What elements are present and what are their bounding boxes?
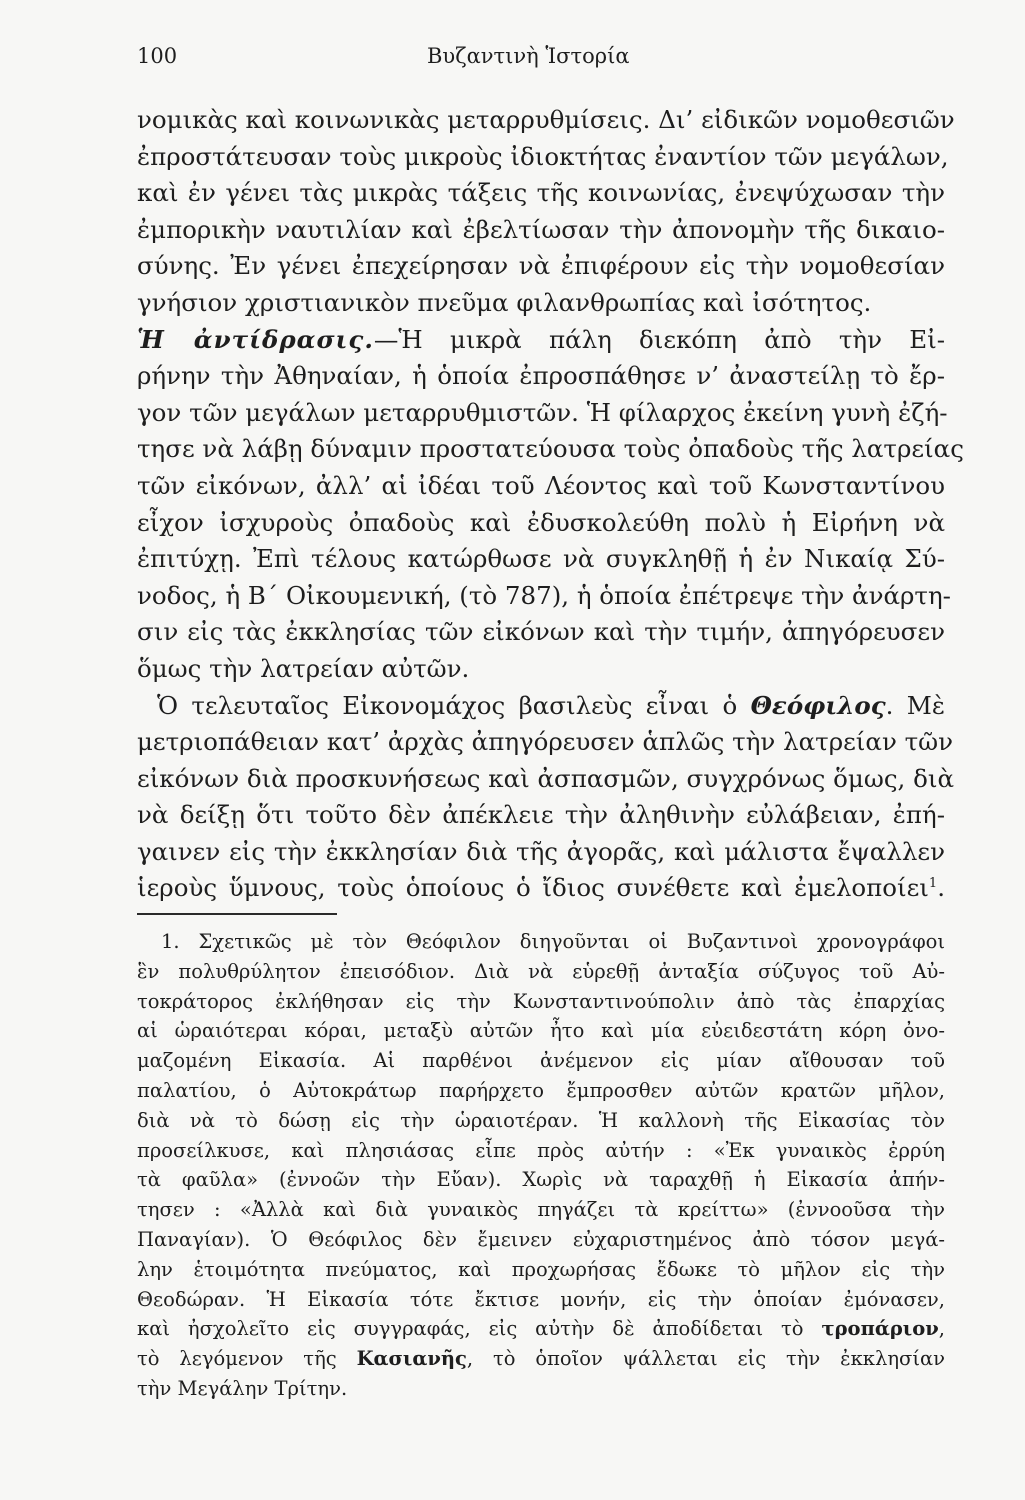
text-line: νὰ δείξῃ ὅτι τοῦτο δὲν ἀπέκλειε τὴν ἀληθινὴν εὐλάβειαν, ἐπή- xyxy=(137,800,945,830)
text-span: τὸ λεγόμενον τῆς xyxy=(137,1347,337,1371)
page-number: 100 xyxy=(137,44,178,68)
text-line: γον τῶν μεγάλων μεταρρυθμιστῶν. Ἡ φίλαρχος ἐκείνη γυνὴ ἐζή- xyxy=(137,397,948,427)
footnote-line: τησεν : «Ἀλλὰ καὶ διὰ γυναικὸς πηγάζει τὰ κρείττω» (ἐννοοῦσα τὴν xyxy=(137,1198,945,1222)
footnote-line: ἓν πολυθρύλητον ἐπεισόδιον. Διὰ νὰ εὑρεθῇ ἀνταξία σύζυγος τοῦ Αὐ- xyxy=(137,959,945,983)
footnote-divider xyxy=(137,913,337,915)
text-line: εἶχον ἰσχυροὺς ὀπαδοὺς καὶ ἐδυσκολεύθη πολὺ ἡ Εἰρήνη νὰ xyxy=(137,507,945,537)
footnote-block xyxy=(137,927,945,1404)
text-line: σιν εἰς τὰς ἐκκλησίας τῶν εἰκόνων καὶ τὴν τιμήν, ἀπηγόρευσεν xyxy=(137,617,945,647)
page-header xyxy=(137,44,940,78)
text-line: εἰκόνων διὰ προσκυνήσεως καὶ ἀσπασμῶν, συγχρόνως ὅμως, διὰ xyxy=(137,763,955,793)
footnote-line: προσείλκυσε, καὶ πλησιάσας εἶπε πρὸς αὐτήν : «Ἐκ γυναικὸς ἐρρύη xyxy=(137,1138,945,1162)
text-span: , xyxy=(938,1317,945,1341)
text-line: ρήνην τὴν Ἀθηναίαν, ἡ ὁποία ἐπροσπάθησε ν’ ἀναστείλῃ τὸ ἔρ- xyxy=(137,361,945,391)
text-span: καὶ ἠσχολεῖτο εἰς συγγραφάς, εἰς αὐτὴν δὲ ἀποδίδεται τὸ xyxy=(137,1317,804,1341)
footnote-line: τοκράτορος ἐκλήθησαν εἰς τὴν Κωνσταντινούπολιν ἀπὸ τὰς ἐπαρχίας xyxy=(137,989,945,1013)
text-line: ὅμως τὴν λατρείαν αὐτῶν. xyxy=(137,653,470,683)
text-span: , τὸ ὁποῖον ψάλλεται εἰς τὴν ἐκκλησίαν xyxy=(466,1347,945,1371)
text-line xyxy=(137,688,945,725)
text-line: σύνης. Ἐν γένει ἐπεχείρησαν νὰ ἐπιφέρουν εἰς τὴν νομοθεσίαν xyxy=(137,251,945,281)
footnote-line: τὴν Μεγάλην Τρίτην. xyxy=(137,1376,348,1400)
text-line: ἐπιτύχῃ. Ἐπὶ τέλους κατώρθωσε νὰ συγκληθῇ ἡ ἐν Νικαίᾳ Σύ- xyxy=(137,544,945,574)
footnote-line: λην ἑτοιμότητα πνεύματος, καὶ προχωρήσας ἔδωκε τὸ μῆλον εἰς τὴν xyxy=(137,1257,945,1281)
text-line: νομικὰς καὶ κοινωνικὰς μεταρρυθμίσεις. Δι’ εἰδικῶν νομοθεσιῶν xyxy=(137,105,955,134)
bold-term: Κασιανῆς xyxy=(356,1347,467,1371)
footnote-line xyxy=(137,1344,945,1374)
footnote-line: μαζομένη Εἰκασία. Αἱ παρθένοι ἀνέμενον εἰς μίαν αἴθουσαν τοῦ xyxy=(137,1049,945,1073)
text-span: Ὁ τελευταῖος Εἰκονομάχος βασιλεὺς εἶναι ὁ xyxy=(157,690,738,720)
text-line: ἐμπορικὴν ναυτιλίαν καὶ ἐβελτίωσαν τὴν ἀπονομὴν τῆς δικαιο- xyxy=(137,214,945,244)
footnote-line xyxy=(137,1314,945,1344)
footnote-line: Παναγίαν). Ὁ Θεόφιλος δὲν ἔμεινεν εὐχαριστημένος ἀπὸ τόσον μεγά- xyxy=(137,1227,945,1251)
footnote-marker: 1 xyxy=(928,876,938,892)
text-line xyxy=(137,870,945,907)
text-line: ἐπροστάτευσαν τοὺς μικροὺς ἰδιοκτήτας ἐναντίον τῶν μεγάλων, xyxy=(137,141,949,171)
text-line: γνήσιον χριστιανικὸν πνεῦμα φιλανθρωπίας καὶ ἰσότητος. xyxy=(137,287,872,317)
text-line xyxy=(137,322,945,359)
text-line: νοδος, ἡ Β΄ Οἰκουμενική, (τὸ 787), ἡ ὁποία ἐπέτρεψε τὴν ἀνάρτη- xyxy=(137,580,951,610)
text-line: τησε νὰ λάβῃ δύναμιν προστατεύουσα τοὺς ὀπαδοὺς τῆς λατρείας xyxy=(137,434,964,464)
text-span: . Μὲ xyxy=(885,690,946,720)
text-span: —Ἡ μικρὰ πάλη διεκόπη ἀπὸ τὴν Εἰ- xyxy=(373,324,945,354)
text-line: καὶ ἐν γένει τὰς μικρὰς τάξεις τῆς κοινωνίας, ἐνεψύχωσαν τὴν xyxy=(137,178,945,208)
footnote-line: Θεοδώραν. Ἡ Εἰκασία τότε ἔκτισε μονήν, εἰς τὴν ὁποίαν ἐμόνασεν, xyxy=(137,1287,945,1311)
footnote-line: αἱ ὡραιότεραι κόραι, μεταξὺ αὐτῶν ἦτο καὶ μία εὐειδεστάτη κόρη ὀνο- xyxy=(137,1019,945,1043)
section-heading: Ἡ ἀντίδρασις. xyxy=(137,324,374,354)
text-line: μετριοπάθειαν κατ’ ἀρχὰς ἀπηγόρευσεν ἁπλῶς τὴν λατρείαν τῶν xyxy=(137,727,954,757)
text-span: . xyxy=(937,873,945,903)
emphasized-name: Θεόφιλος xyxy=(750,690,886,720)
footnote-line: διὰ νὰ τὸ δώσῃ εἰς τὴν ὡραιοτέραν. Ἡ καλλονὴ τῆς Εἰκασίας τὸν xyxy=(137,1108,945,1132)
text-line: γαινεν εἰς τὴν ἐκκλησίαν διὰ τῆς ἀγορᾶς, καὶ μάλιστα ἔψαλλεν xyxy=(137,836,945,866)
running-title: Βυζαντινὴ Ἱστορία xyxy=(427,44,630,68)
footnote-line: τὰ φαῦλα» (ἐννοῶν τὴν Εὔαν). Χωρὶς νὰ ταραχθῇ ἡ Εἰκασία ἀπήν- xyxy=(137,1168,945,1192)
bold-term: τροπάριον xyxy=(821,1317,939,1341)
footnote-line: 1. Σχετικῶς μὲ τὸν Θεόφιλον διηγοῦνται οἱ Βυζαντινοὶ χρονογράφοι xyxy=(161,930,945,953)
text-span: ἱεροὺς ὕμνους, τοὺς ὁποίους ὁ ἴδιος συνέθετε καὶ ἐμελοποίει xyxy=(137,873,929,903)
main-text xyxy=(137,102,964,907)
text-line: τῶν εἰκόνων, ἀλλ’ αἱ ἰδέαι τοῦ Λέοντος καὶ τοῦ Κωνσταντίνου xyxy=(137,470,945,500)
footnote-line: παλατίου, ὁ Αὐτοκράτωρ παρήρχετο ἔμπροσθεν αὐτῶν κρατῶν μῆλον, xyxy=(137,1078,945,1102)
